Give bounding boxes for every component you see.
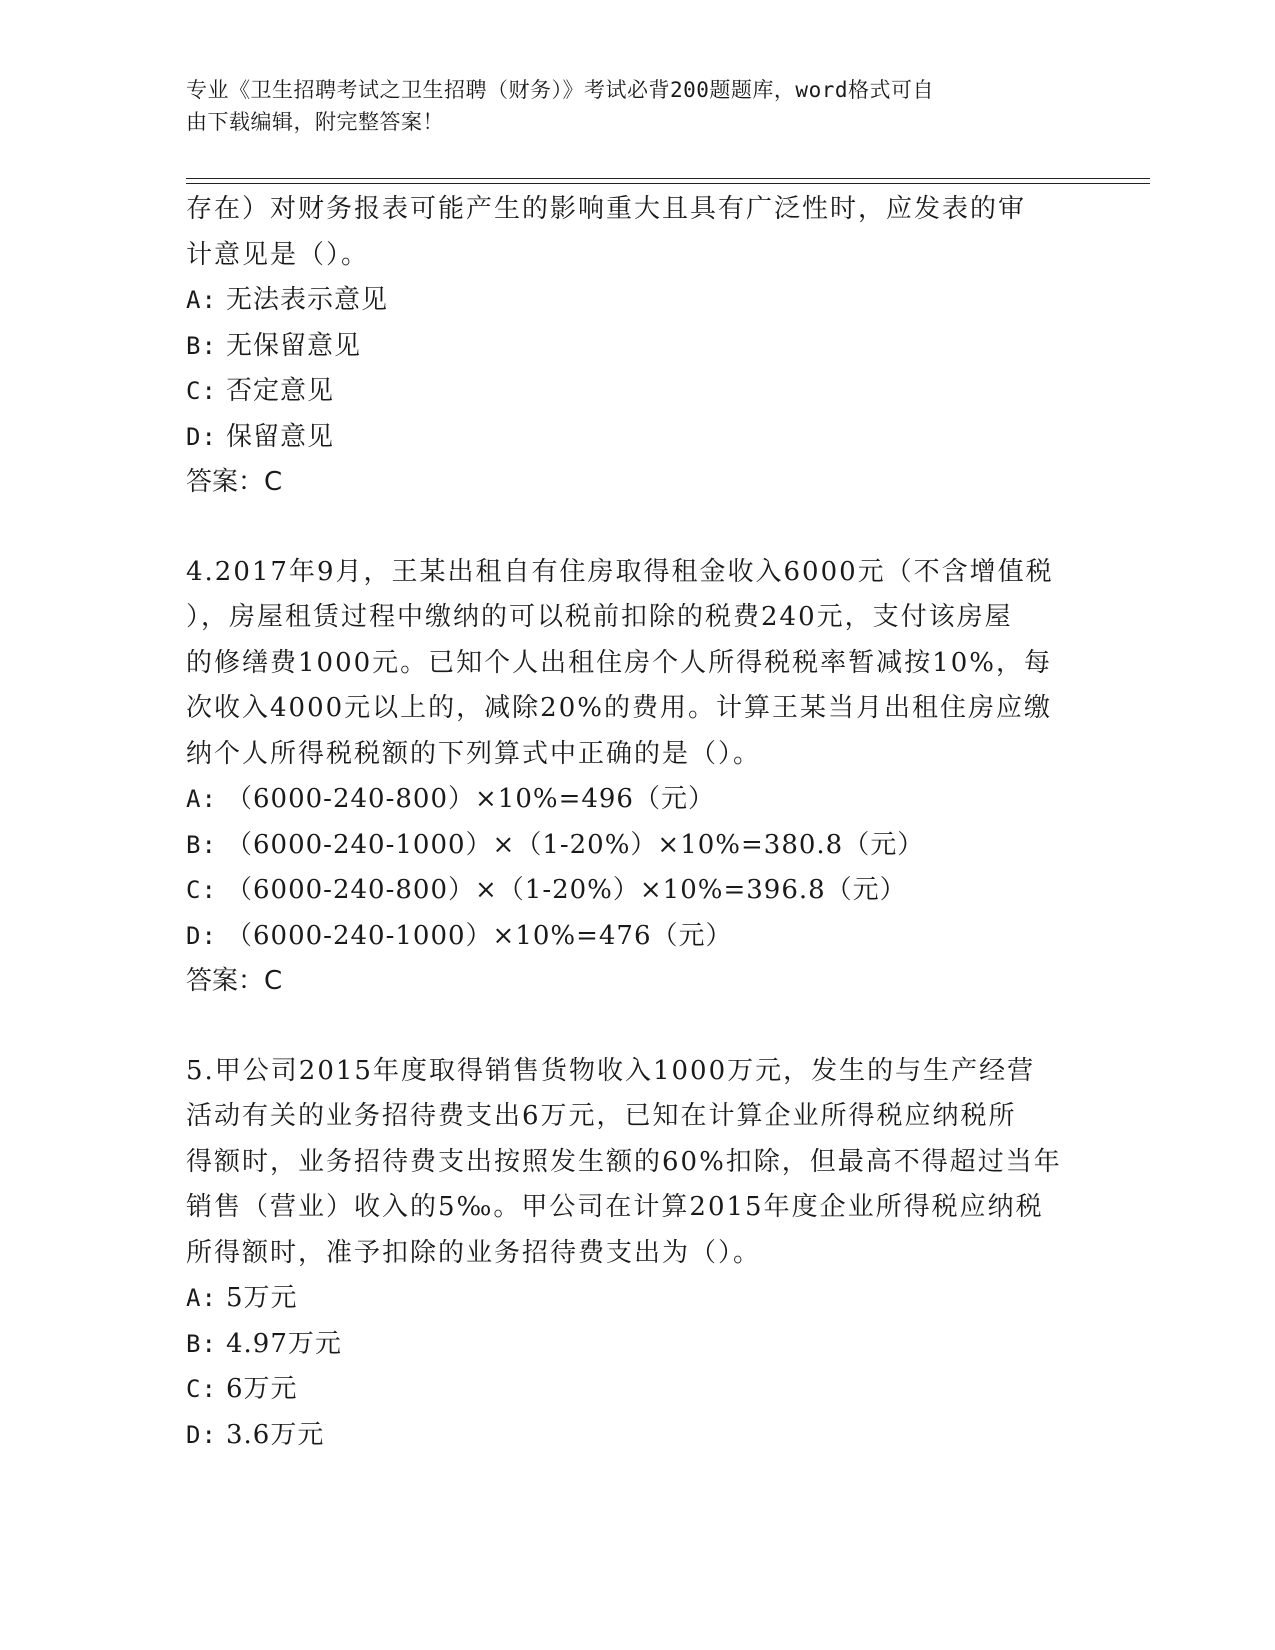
option-d xyxy=(186,415,1086,461)
option-text: 保留意见 xyxy=(226,421,335,452)
option-key: B: xyxy=(186,830,217,859)
option-b xyxy=(186,823,1086,869)
question-text-line: 销售（营业）收入的5‰。甲公司在计算2015年度企业所得税应纳税 xyxy=(186,1192,1044,1222)
option-key: B: xyxy=(186,331,217,360)
header-line-2: 由下载编辑，附完整答案！ xyxy=(186,110,444,134)
option-key: A: xyxy=(186,785,217,813)
option-c xyxy=(186,868,1086,914)
option-text: 无法表示意见 xyxy=(226,285,389,315)
option-text: 否定意见 xyxy=(226,376,335,406)
option-key: D: xyxy=(186,422,217,451)
option-key: C: xyxy=(186,876,217,904)
question-text-line: 纳个人所得税税额的下列算式中正确的是（）。 xyxy=(186,738,762,769)
option-key: C: xyxy=(186,1375,217,1403)
answer-label: 答案：C xyxy=(186,966,283,996)
question-text-line: 存在）对财务报表可能产生的影响重大且具有广泛性时，应发表的审 xyxy=(186,194,1027,224)
option-a xyxy=(186,278,1086,324)
option-text: 3.6万元 xyxy=(226,1419,325,1450)
header-line-1: 专业《卫生招聘考试之卫生招聘（财务）》考试必背200题题库，word格式可自 xyxy=(186,78,934,102)
option-text: （6000-240-1000）×10%=476（元） xyxy=(226,920,733,951)
option-b xyxy=(186,1322,1086,1368)
option-text: （6000-240-1000）×（1-20%）×10%=380.8（元） xyxy=(226,829,925,860)
option-key: A: xyxy=(186,1284,217,1312)
question-5 xyxy=(186,1049,1086,1459)
question-text-line: 活动有关的业务招待费支出6万元，已知在计算企业所得税应纳税所 xyxy=(186,1101,1017,1131)
option-key: C: xyxy=(186,377,217,405)
option-b xyxy=(186,324,1086,370)
answer-label: 答案：C xyxy=(186,467,283,497)
option-c xyxy=(186,369,1086,415)
question-text-line: 的修缮费1000元。已知个人出租住房个人所得税税率暂减按10%，每 xyxy=(186,647,1052,678)
question-text-line: 次收入4000元以上的，减除20%的费用。计算王某当月出租住房应缴 xyxy=(186,693,1052,723)
question-text-line: ），房屋租赁过程中缴纳的可以税前扣除的税费240元，支付该房屋 xyxy=(186,602,1013,632)
question-3 xyxy=(186,187,1086,506)
option-text: 6万元 xyxy=(226,1374,298,1404)
option-key: D: xyxy=(186,1420,217,1449)
option-text: （6000-240-800）×（1-20%）×10%=396.8（元） xyxy=(226,875,907,905)
question-text-line: 所得额时，准予扣除的业务招待费支出为（）。 xyxy=(186,1237,762,1268)
option-d xyxy=(186,914,1086,960)
question-text-line: 计意见是（）。 xyxy=(186,239,370,270)
option-key: A: xyxy=(186,286,217,314)
option-a xyxy=(186,777,1086,823)
question-text-line: 5.甲公司2015年度取得销售货物收入1000万元，发生的与生产经营 xyxy=(186,1055,1036,1086)
option-d xyxy=(186,1413,1086,1459)
option-a xyxy=(186,1276,1086,1322)
option-text: 无保留意见 xyxy=(226,330,362,361)
option-text: 5万元 xyxy=(226,1283,298,1313)
question-text-line: 4.2017年9月，王某出租自有住房取得租金收入6000元（不含增值税 xyxy=(186,556,1054,587)
question-text-line: 得额时，业务招待费支出按照发生额的60%扣除，但最高不得超过当年 xyxy=(186,1146,1062,1177)
option-text: 4.97万元 xyxy=(226,1328,342,1359)
question-4 xyxy=(186,550,1086,1005)
option-c xyxy=(186,1367,1086,1413)
option-key: B: xyxy=(186,1329,217,1358)
header-divider-bottom xyxy=(186,183,1150,184)
page-header xyxy=(186,74,1066,138)
option-text: （6000-240-800）×10%=496（元） xyxy=(226,784,715,814)
header-divider-top xyxy=(186,178,1150,179)
document-body xyxy=(186,187,1086,1458)
option-key: D: xyxy=(186,921,217,950)
